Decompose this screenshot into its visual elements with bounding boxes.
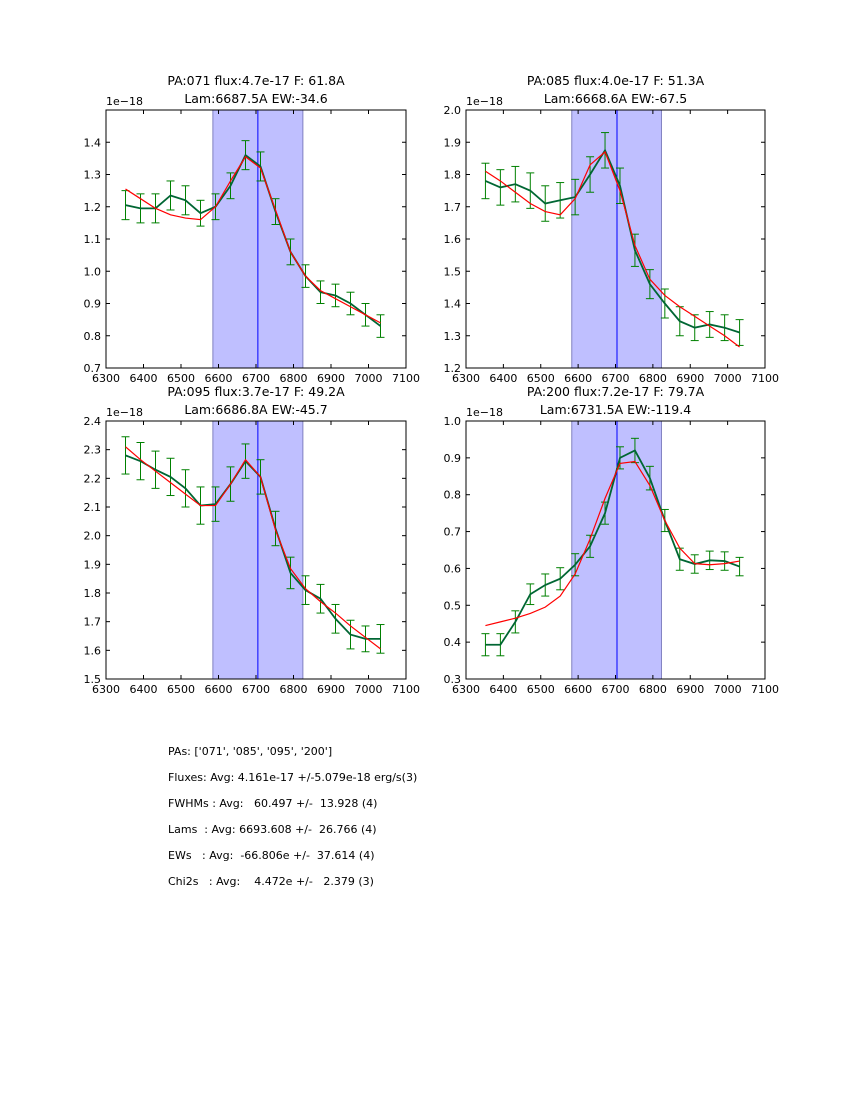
x-tick-label: 6400 [489, 372, 518, 385]
y-tick-label: 1.1 [83, 233, 101, 246]
y-tick-label: 1.3 [83, 168, 101, 182]
x-tick-label: 6600 [564, 683, 593, 696]
offset-label: 1e−18 [106, 406, 143, 419]
x-tick-label: 6700 [242, 372, 270, 385]
x-tick-label: 7000 [354, 372, 383, 385]
x-tick-label: 7100 [751, 683, 779, 696]
stats-chi2s: Chi2s : Avg: 4.472e +/- 2.379 (3) [168, 875, 374, 888]
y-tick-label: 0.7 [443, 525, 461, 539]
y-tick-label: 2.0 [83, 529, 101, 543]
stats-ews: EWs : Avg: -66.806e +/- 37.614 (4) [168, 849, 375, 862]
y-tick-label: 0.7 [83, 362, 101, 375]
x-tick-label: 6800 [279, 683, 308, 696]
x-tick-label: 6800 [638, 683, 667, 696]
y-tick-label: 2.2 [83, 472, 101, 486]
stats-lams: Lams : Avg: 6693.608 +/- 26.766 (4) [168, 823, 377, 836]
x-tick-label: 6600 [204, 683, 233, 696]
y-tick-label: 1.0 [443, 415, 461, 428]
plot-title-line-2: Lam:6687.5A EW:-34.6 [184, 91, 328, 106]
x-tick-label: 7000 [713, 683, 742, 696]
offset-label: 1e−18 [466, 95, 503, 108]
summary-stats [168, 745, 417, 901]
x-tick-label: 6500 [526, 683, 555, 696]
y-tick-label: 1.2 [83, 200, 101, 214]
plot-title-line-2: Lam:6668.6A EW:-67.5 [543, 91, 688, 106]
x-tick-label: 7100 [392, 372, 420, 385]
y-tick-label: 1.7 [83, 615, 101, 629]
x-tick-label: 7100 [392, 683, 420, 696]
x-tick-label: 6600 [564, 372, 593, 385]
offset-label: 1e−18 [106, 95, 143, 108]
y-tick-label: 0.6 [443, 562, 461, 576]
subplot-3 [84, 384, 421, 696]
x-tick-label: 6400 [489, 683, 518, 696]
x-tick-label: 6300 [452, 372, 480, 385]
y-tick-label: 1.8 [83, 587, 101, 600]
x-tick-label: 6800 [638, 372, 667, 385]
x-tick-label: 6600 [204, 372, 233, 385]
plot-title-line-1: PA:200 flux:7.2e-17 F: 79.7A [526, 384, 705, 399]
subplot-4 [444, 384, 780, 696]
y-tick-label: 1.4 [443, 297, 461, 311]
plot-title-line-2: Lam:6686.8A EW:-45.7 [184, 402, 328, 417]
x-tick-label: 6700 [601, 683, 630, 696]
x-tick-label: 6300 [92, 372, 120, 385]
y-tick-label: 1.9 [83, 558, 101, 572]
x-tick-label: 6700 [242, 683, 270, 696]
subplot-2 [444, 73, 780, 385]
stats-pas: PAs: ['071', '085', '095', '200'] [168, 745, 333, 758]
y-tick-label: 2.0 [443, 104, 461, 117]
y-tick-label: 1.2 [443, 362, 461, 375]
x-tick-label: 6800 [279, 372, 308, 385]
y-tick-label: 0.8 [83, 329, 101, 343]
subplot-1 [84, 73, 421, 385]
y-tick-label: 1.6 [443, 233, 461, 246]
x-tick-label: 6500 [167, 372, 195, 385]
plot-title-line-1: PA:095 flux:3.7e-17 F: 49.2A [167, 384, 345, 399]
y-tick-label: 0.9 [83, 297, 101, 311]
y-tick-label: 1.0 [83, 265, 101, 279]
y-tick-label: 1.7 [443, 200, 461, 214]
x-tick-label: 6900 [317, 372, 345, 385]
y-tick-label: 1.5 [443, 265, 461, 279]
x-tick-label: 6900 [676, 372, 705, 385]
y-tick-label: 0.5 [443, 599, 461, 613]
y-tick-label: 1.5 [83, 673, 101, 686]
y-tick-label: 0.3 [443, 673, 461, 686]
y-tick-label: 1.8 [443, 168, 461, 182]
y-tick-label: 1.4 [83, 136, 101, 150]
x-tick-label: 7000 [713, 372, 742, 385]
x-tick-label: 7000 [354, 683, 383, 696]
y-tick-label: 2.4 [83, 415, 101, 428]
y-tick-label: 0.8 [443, 488, 461, 502]
x-tick-label: 6500 [167, 683, 195, 696]
x-tick-label: 6300 [452, 683, 480, 696]
y-tick-label: 1.3 [443, 329, 461, 343]
x-tick-label: 6900 [676, 683, 705, 696]
y-tick-label: 2.3 [83, 443, 101, 457]
plot-title-line-1: PA:085 flux:4.0e-17 F: 51.3A [526, 73, 705, 88]
y-tick-label: 0.4 [443, 636, 461, 650]
x-tick-label: 6400 [129, 372, 158, 385]
y-tick-label: 1.6 [83, 644, 101, 658]
plot-title-line-1: PA:071 flux:4.7e-17 F: 61.8A [167, 73, 345, 88]
stats-fwhms: FWHMs : Avg: 60.497 +/- 13.928 (4) [168, 797, 378, 810]
y-tick-label: 1.9 [443, 136, 461, 150]
x-tick-label: 6700 [601, 372, 630, 385]
y-tick-label: 2.1 [83, 501, 101, 514]
x-tick-label: 6400 [129, 683, 158, 696]
y-tick-label: 0.9 [443, 451, 461, 465]
x-tick-label: 6300 [92, 683, 120, 696]
stats-fluxes: Fluxes: Avg: 4.161e-17 +/-5.079e-18 erg/s(3) [168, 771, 418, 784]
x-tick-label: 6500 [526, 372, 555, 385]
x-tick-label: 6900 [317, 683, 345, 696]
plot-title-line-2: Lam:6731.5A EW:-119.4 [539, 402, 692, 417]
x-tick-label: 7100 [751, 372, 779, 385]
offset-label: 1e−18 [466, 406, 503, 419]
